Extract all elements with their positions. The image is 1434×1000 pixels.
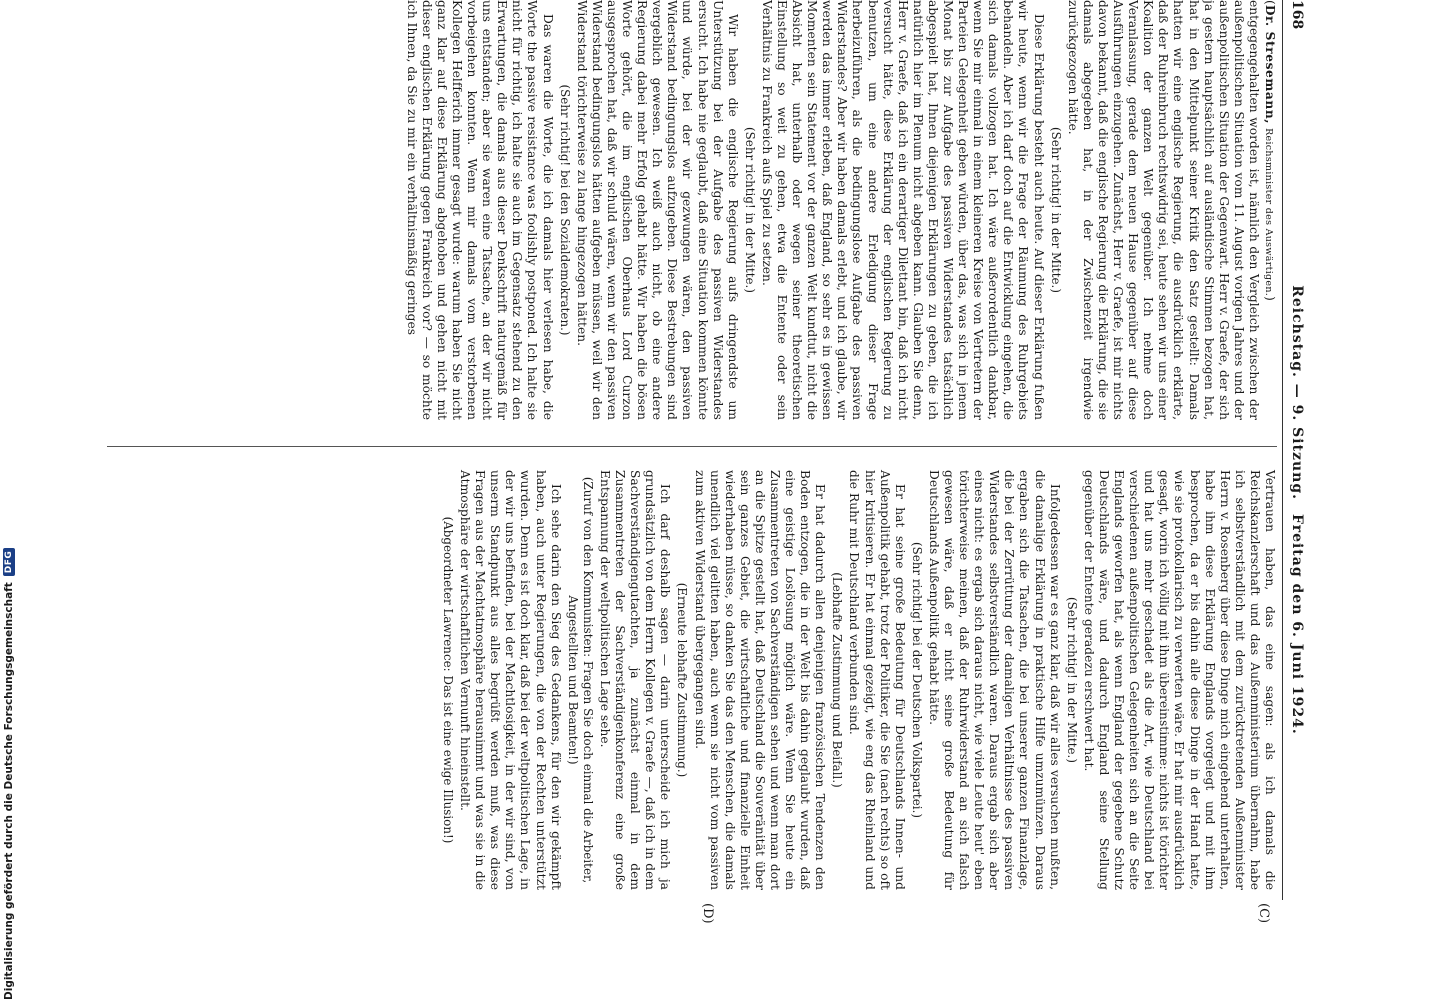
speaker-role: Reichsminister des Auswärtigen.	[1263, 128, 1274, 297]
speaker-name: Dr. Stresemann,	[1263, 4, 1277, 125]
paragraph: entgegengehalten worden ist, nämlich den Vergleich zwischen der außenpolitischen Situation vom 11. August vorigen Jahres und der außenpolitischen Situation der Gegenwart. Herr v. Graefe, der sich ja gestern hauptsächlich auf ausländische Stimmen bezogen hat, hat in den Mittelpunkt seiner Kritik den Satz gestellt: Damals hatten wir eine englische Regierung, die ausdrücklich erklärte, daß der Ruhreinbruch rechtswidrig sei, heute sehen wir uns einer Koalition der ganzen Welt gegenüber. Ich nehme doch Veranlassung, gerade dem neuen Hause gegenüber auf diese Ausführungen einzugehen. Zunächst, Herr v. Graefe, ist mir nichts davon bekannt, daß die englische Regierung die Erklärung, die sie damals abgegeben hat, in der Zwischenzeit irgendwie zurückgezogen hätte.	[1065, 0, 1261, 420]
dfg-logo: DFG	[3, 548, 15, 577]
interjection: (Zuruf von den Kommunisten: Fragen Sie doch einmal die Arbeiter, Angestellten und Beamten!)	[565, 476, 595, 884]
column-divider	[107, 446, 1277, 447]
margin-mark-d: (D)	[700, 903, 715, 924]
page-title: Reichstag. — 9. Sitzung.	[1289, 285, 1305, 500]
paragraph: Wir haben die englische Regierung aufs dringendste um Unterstützung bei der Aufgabe des passiven Widerstandes ersucht. Ich habe nie geglaubt, daß eine Situation kommen könnte und würde, bei der wir gezwungen wären, den passiven Widerstand bedingungslos aufzugeben. Diese Bestrebungen sind vergeblich gewesen. Ich weiß auch nicht, ob eine andere Regierung dabei mehr Erfolg gehabt hätte. Wir haben die bösen Worte gehört, die im englischen Oberhaus Lord Curzon ausgesprochen hat, daß wir schuld wären, wenn wir den passiven Widerstand bedingungslos hätten aufgeben müssen, weil wir den Widerstand törichterweise zu lange hingezogen hätten.	[574, 0, 740, 420]
interjection: (Sehr richtig! bei den Sozialdemokraten.)	[557, 84, 572, 336]
interjection: (Erneute lebhafte Zustimmung.)	[675, 582, 690, 778]
digitization-credit-text: Digitalisierung gefördert durch die Deutsche Forschungsgemeinschaft	[3, 582, 15, 1000]
interjection: (Sehr richtig! bei der Deutschen Volkspartei.)	[909, 541, 924, 819]
interjection: (Sehr richtig! in der Mitte.)	[742, 127, 757, 293]
paragraph: Das waren die Worte, die ich damals hier verlesen habe, die Worte the passive resistance was foolishly postponed. Ich halte sie nicht für richtig, ich halte sie auch im Gegensatz stehend zu den Erwartungen, die damals aus dieser Denkschrift naturgemäß für uns entstanden; aber sie waren eine Tatsache, an der wir nicht vorbeigehen konnten. Wenn mir damals vom verstorbenen Kollegen Helfferich immer gesagt wurde: warum haben Sie nicht ganz klar auf diese Erklärung abgehoben und gehen nicht mit dieser englischen Erklärung gegen Frankreich vor? — so möchte ich Ihnen, da Sie zu mir ein verhältnismäßig geringes	[404, 0, 555, 420]
paragraph: Er hat seine große Bedeutung für Deutschlands Innen- und Außenpolitik gehabt, trotz der Politiker, die Sie (nach rechts) so oft hier kritisieren. Er hat einmal gezeigt, wie eng das Rheinland und die Ruhr mit Deutschland verbunden sind.	[847, 470, 907, 890]
page-header	[1283, 0, 1305, 900]
right-column	[438, 470, 1277, 890]
paragraph: Infolgedessen war es ganz klar, daß wir alles versuchen mußten, die damalige Erklärung in praktische Hilfe umzumünzen. Daraus ergaben sich die Tatsachen, die bei unserer ganzen Finanzlage, die bei der Zerrüttung der damaligen Verhältnisse des passiven Widerstandes selbstverständlich waren. Daraus ergab sich aber eines nicht: es ergab sich daraus nicht, wie viele Leute heut' eben törichterweise meinen, daß der Ruhrwiderstand an sich falsch gewesen wäre, daß er nicht seine große Bedeutung für Deutschlands Außenpolitik gehabt hätte.	[926, 470, 1062, 890]
paragraph: Er hat dadurch allen denjenigen französischen Tendenzen den Boden entzogen, die in der Welt bis dahin geglaubt wurden, daß eine geistige Loslösung möglich wäre. Wenn Sie heute ein Zusammentreten von Sachverständigen sehen und wenn man dort an die Spitze gestellt hat, daß Deutschland die Souveränität über sein ganzes Gebiet, die wirtschaftliche und finanzielle Einheit wiederhaben müsse, so danken Sie das den Menschen, die damals unendlich viel gelitten haben, auch wenn sie nicht vom passiven zum aktiven Widerstand übergegangen sind.	[692, 470, 828, 890]
interjection: (Sehr richtig! in der Mitte.)	[1048, 127, 1063, 293]
paragraph: Ich sehe darin den Sieg des Gedankens, für den wir gekämpft haben, auch unter Regierungen, die von der Rechten unterstützt wurden. Denn es ist doch klar, daß bei der weltpolitischen Lage, in der wir uns befinden, bei der Machtlosigkeit, in der wir sind, von unserm Standpunkt aus alles begrüßt werden muß, was diese Fragen aus der Machtatmosphäre herausnimmt und was sie in die Atmosphäre der wirtschaftlichen Vernunft hineinstellt.	[458, 470, 563, 890]
paragraph: Ich darf deshalb sagen — darin unterscheide ich mich ja grundsätzlich von dem Herrn Kollegen v. Graefe —, daß ich in dem Sachverständigengutachten, ja zunächst einmal in dem Zusammentreten der Sachverständigenkonferenz eine große Entspannung der weltpolitischen Lage sehe.	[597, 470, 673, 890]
paragraph: Diese Erklärung besteht auch heute. Auf dieser Erklärung fußen wir heute, wenn wir die Frage der Räumung des Ruhrgebiets behandeln. Aber ich darf doch auf die Entwicklung eingehen, die sich damals vollzogen hat. Ich wäre außerordentlich dankbar, wenn Sie mir einmal in einem kleineren Kreise von Vertretern der Parteien Gelegenheit geben würden, über das, was sich in jenem Monat bis zur Aufgabe des passiven Widerstandes tatsächlich abgespielt hat, Ihnen diejenigen Erklärungen zu geben, die ich natürlich hier im Plenum nicht abgeben kann. Glauben Sie denn, Herr v. Graefe, daß ich ein derartiger Dilettant bin, daß ich nicht versucht hätte, diese Erklärung der englischen Regierung zu benutzen, um eine andere Erledigung dieser Frage herbeizuführen, als die bedingungslose Aufgabe des passiven Widerstandes? Aber wir haben damals erlebt, und ich glaube, wir werden das immer erleben, daß England, so sehr es in gewissen Momenten sein Statement vor der ganzen Welt kundtut, nicht die Absicht hat, unterhalb oder wegen seiner theoretischen Einstellung so weit zu gehen, etwa die Entente oder sein Verhältnis zu Frankreich aufs Spiel zu setzen.	[759, 0, 1046, 420]
speaker-line: (Dr. Stresemann, Reichsminister des Auswärtigen.)	[1263, 0, 1277, 301]
margin-mark-c: (C)	[1256, 903, 1271, 924]
scanned-page	[75, 0, 1305, 924]
header-rule	[1282, 0, 1283, 900]
left-column	[404, 0, 1277, 420]
paragraph: Vertrauen haben, das eine sagen: als ich damals die Reichskanzlerschaft und das Außenministerium übernahm, habe ich selbstverständlich mit dem zurücktretenden Außenminister Herrn v. Rosenberg über diese Dinge mich eingehend unterhalten, habe ihm diese Erklärung Englands vorgelegt und mit ihm besprochen, da er bis dahin alle diese Dinge in der Hand hatte, wie sie protokollarisch zu verwerten wäre. Er hat mir ausdrücklich gesagt, worin ich völlig mit ihm übereinstimme: nichts ist törichter und hat uns mehr geschadet als die Art, wie Deutschland bei verschiedenen außenpolitischen Gelegenheiten sich an die Seite Englands geworfen hat, als wenn England der gegebene Schutz Deutschlands wäre, und dadurch England seine Stellung gegenüber der Entente geradezu erschwert hat.	[1081, 470, 1277, 890]
digitization-credit	[2, 0, 16, 1000]
interjection: (Abgeordneter Lawrence: Das ist eine ewige Illusion!)	[441, 516, 456, 844]
interjection: (Sehr richtig! in der Mitte.)	[1064, 597, 1079, 763]
interjection: (Lebhafte Zustimmung und Beifall.)	[830, 572, 845, 788]
page-number: 168	[1289, 0, 1305, 30]
session-date: Freitag den 6. Juni 1924.	[1289, 514, 1305, 735]
